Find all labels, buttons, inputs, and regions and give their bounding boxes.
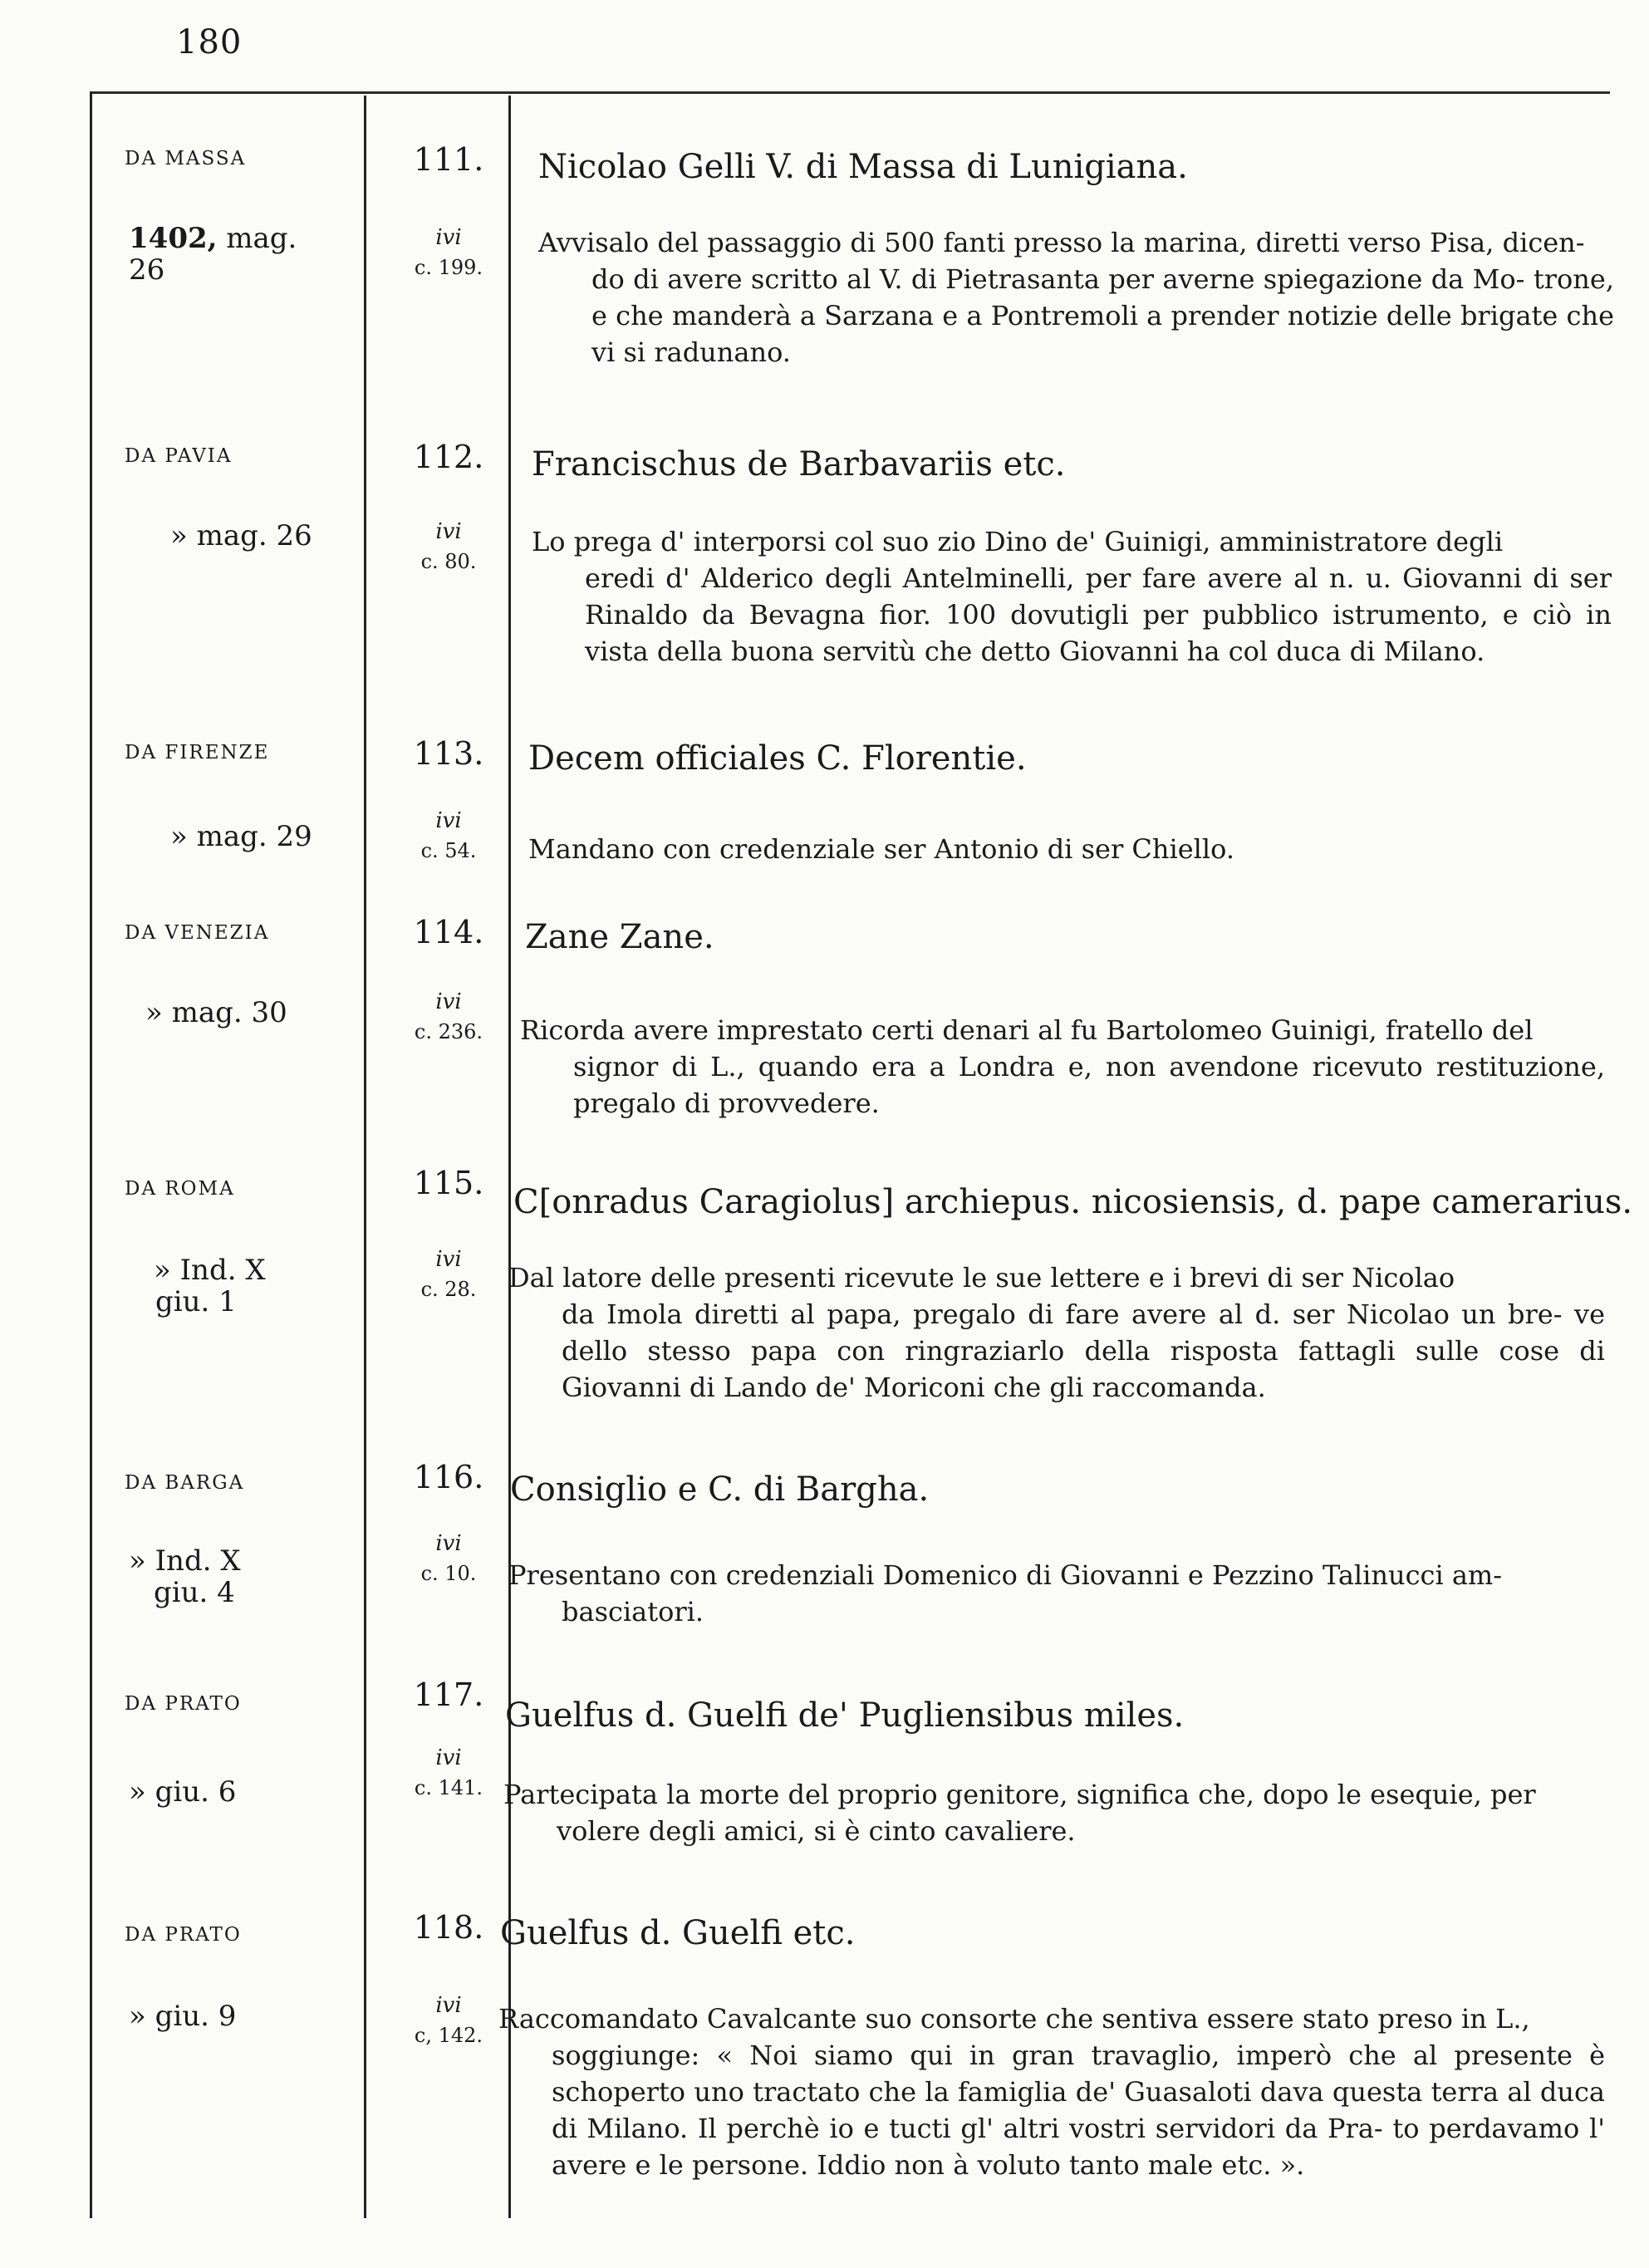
entry-reference [366,987,532,1047]
entry-origin: DA MASSA [125,148,247,169]
entry-origin: DA VENEZIA [125,922,270,944]
entry-date [154,1254,353,1318]
entry-origin: DA PRATO [125,1693,242,1715]
entry-summary [498,2000,1605,2183]
header-rule [90,91,1610,94]
entry-number: 112. [413,439,484,475]
left-rule [90,91,92,2218]
entry-number: 118. [413,1909,484,1946]
entry-summary [508,1557,1605,1630]
summary-first-line: Raccomandato Cavalcante suo consorte che sentiva essere stato preso in L., [498,2003,1530,2035]
reference-ivi: ivi [435,225,462,250]
reference-ivi: ivi [435,1745,462,1770]
reference-carta: c. 54. [420,839,477,862]
entry-reference [366,1529,532,1588]
entry-date: » mag. 30 [145,996,287,1029]
summary-first-line: Ricorda avere imprestato certi denari al fu Bartolomeo Guinigi, fratello del [520,1014,1534,1046]
entry-title: Francischus de Barbavariis etc. [532,445,1066,484]
summary-first-line: Dal latore delle presenti ricevute le sue lettere e i brevi di ser Nicolao [508,1262,1455,1294]
entry-date [129,223,328,286]
entry-summary [508,1259,1605,1406]
reference-carta: c. 10. [420,1562,477,1585]
reference-ivi: ivi [435,1531,462,1556]
entry-day: giu. 1 [155,1285,237,1318]
entry-date: » mag. 26 [170,519,312,552]
entry-title: Guelfus d. Guelfi etc. [500,1914,856,1952]
entry-indiction: » Ind. X [129,1544,241,1578]
entry-origin: DA ROMA [125,1178,235,1200]
entry-number: 115. [413,1165,484,1201]
entry-day: mag. 26 [129,222,297,287]
reference-ivi: ivi [435,1993,462,2018]
entry-number: 116. [413,1459,484,1495]
summary-continuation: da Imola diretti al papa, pregalo di fare avere al d. ser Nicolao un bre- ve dello stesso papa con ringraziarlo della risposta fattagli sulle cose di Giovanni di Lando de' Moriconi che gli raccomanda. [562,1298,1605,1403]
reference-ivi: ivi [435,1247,462,1272]
entry-reference [366,1244,532,1304]
page-number: 180 [176,23,243,61]
entry-number: 114. [413,914,484,950]
entry-title: Guelfus d. Guelfi de' Pugliensibus miles. [505,1696,1185,1735]
entry-summary [520,1012,1605,1122]
entry-summary [538,224,1614,371]
summary-first-line: Mandano con credenziale ser Antonio di ser Chiello. [528,833,1235,865]
summary-continuation: eredi d' Alderico degli Antelminelli, per fare avere al n. u. Giovanni di ser Rinaldo da Bevagna fior. 100 dovutigli per pubblico istrumento, e ciò in vista della buona servitù che detto Giovanni ha col duca di Milano. [585,562,1612,667]
reference-carta: c. 236. [414,1020,483,1043]
reference-column-rule [508,96,511,2218]
entry-reference [366,806,532,866]
entry-summary [528,831,1608,867]
entry-origin: DA PRATO [125,1924,242,1946]
reference-ivi: ivi [435,808,462,833]
summary-continuation: signor di L., quando era a Londra e, non avendone ricevuto restituzione, pregalo di provvedere. [573,1051,1605,1119]
entry-indiction: » Ind. X [154,1254,266,1287]
reference-carta: c. 28. [420,1278,477,1301]
entry-title: Consiglio e C. di Bargha. [510,1470,930,1509]
reference-carta: c. 141. [414,1776,483,1799]
reference-carta: c, 142. [414,2024,483,2047]
date-column-rule [364,96,366,2218]
summary-first-line: Partecipata la morte del proprio genitore, significa che, dopo le esequie, per [503,1779,1536,1810]
entry-number: 117. [413,1676,484,1713]
entry-title: Zane Zane. [525,918,714,956]
entry-date: » giu. 6 [129,1775,237,1809]
entry-origin: DA PAVIA [125,445,233,467]
entry-date [129,1545,328,1608]
entry-date: » giu. 9 [129,2000,237,2033]
summary-continuation: basciatori. [562,1596,704,1627]
entry-number: 113. [413,735,484,772]
entry-title: Nicolao Gelli V. di Massa di Lunigiana. [538,148,1188,186]
summary-first-line: Avvisalo del passaggio di 500 fanti presso la marina, diretti verso Pisa, dicen- [538,227,1585,258]
reference-ivi: ivi [435,989,462,1014]
entry-summary [532,523,1612,670]
entry-summary [503,1776,1605,1849]
entry-origin: DA FIRENZE [125,742,270,763]
summary-first-line: Lo prega d' interporsi col suo zio Dino de' Guinigi, amministratore degli [532,526,1504,557]
entry-origin: DA BARGA [125,1472,245,1494]
entry-date: » mag. 29 [170,820,312,853]
reference-ivi: ivi [435,519,462,544]
entry-number: 111. [413,141,484,178]
entry-year: 1402, [129,222,218,255]
reference-carta: c. 199. [414,256,483,279]
entry-reference [366,223,532,282]
entry-reference [366,517,532,577]
summary-first-line: Presentano con credenziali Domenico di Giovanni e Pezzino Talinucci am- [508,1559,1503,1591]
entry-day: giu. 4 [154,1576,235,1609]
summary-continuation: soggiunge: « Noi siamo qui in gran travaglio, imperò che al presente è schoperto uno tractato che la famiglia de' Guasaloti dava questa terra al duca di Milano. Il perchè io e tucti gl' altri vostri servidori da Pra- to perdavamo l' avere e le persone. Iddio non à voluto tanto male etc. ». [552,2040,1605,2181]
reference-carta: c. 80. [420,550,477,573]
entry-title: C[onradus Caragiolus] archiepus. nicosiensis, d. pape camerarius. [513,1183,1633,1221]
entry-title: Decem officiales C. Florentie. [528,739,1027,778]
summary-continuation: volere degli amici, si è cinto cavaliere. [557,1815,1076,1847]
summary-continuation: do di avere scritto al V. di Pietrasanta per averne spiegazione da Mo- trone, e che manderà a Sarzana e a Pontremoli a prender notizie delle brigate che vi si radunano. [591,263,1614,368]
